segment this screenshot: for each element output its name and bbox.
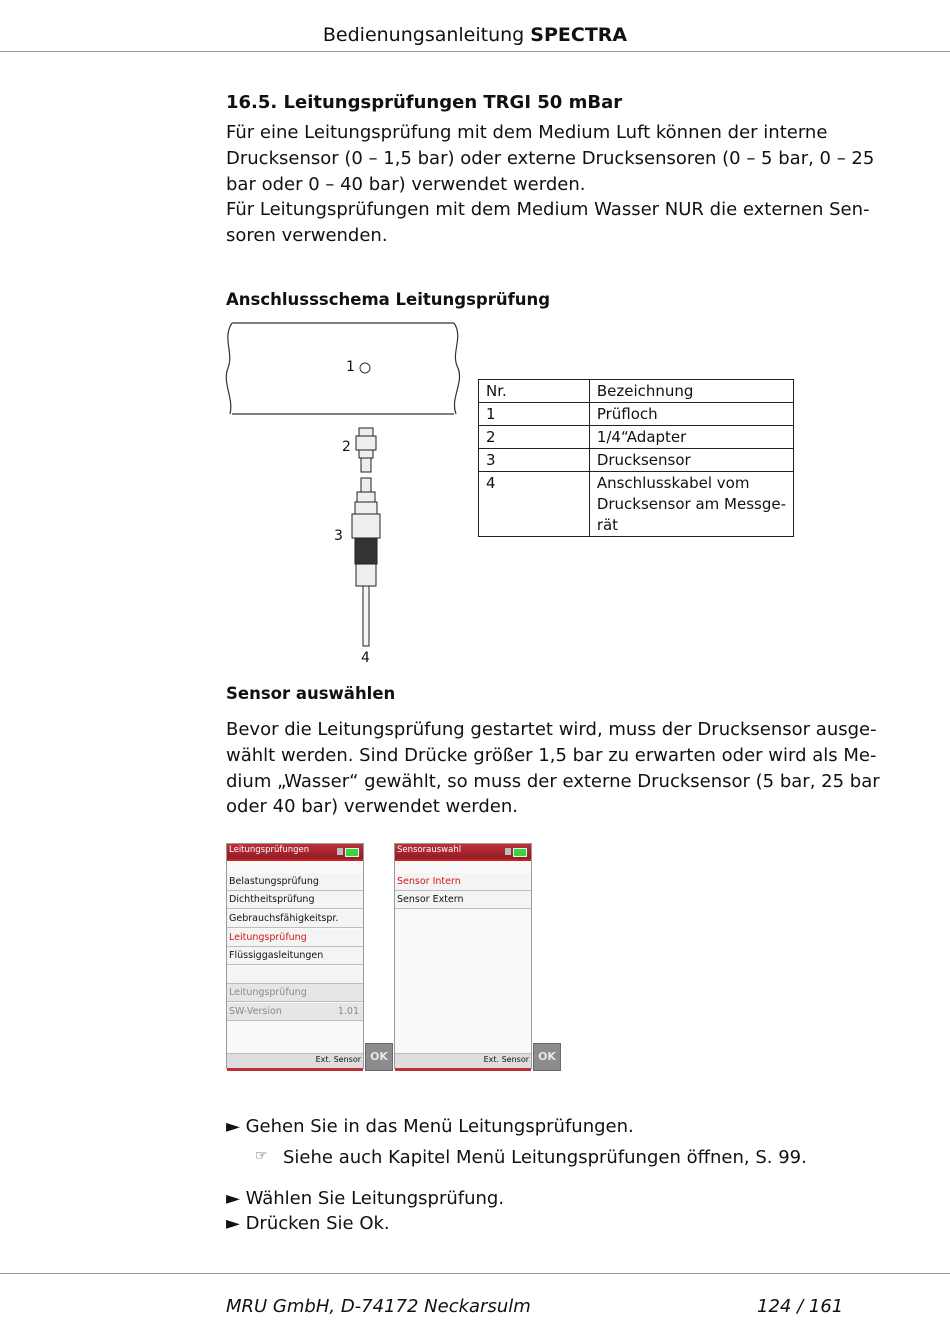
lock-icon — [505, 848, 511, 855]
table-cell-nr: 1 — [479, 403, 590, 426]
menu-item-leitungspruefung[interactable]: Leitungsprüfung — [227, 929, 363, 947]
sensor-heading: Sensor auswählen — [226, 684, 396, 703]
sensor-line: wählt werden. Sind Drücke größer 1,5 bar zu erwarten oder wird als Me- — [226, 744, 877, 766]
intro-line: Drucksensor (0 – 1,5 bar) oder externe Drucksensoren (0 – 5 bar, 0 – 25 — [226, 147, 875, 169]
table-row — [479, 449, 794, 472]
screen-titlebar — [395, 844, 531, 859]
step-2: ► Wählen Sie Leitungsprüfung. — [226, 1188, 505, 1209]
intro-paragraph — [226, 120, 875, 249]
adapter-drawing — [356, 428, 376, 472]
screen-titlebar — [227, 844, 363, 859]
table-header-row — [479, 380, 794, 403]
diagram-label-3: 3 — [334, 528, 343, 544]
menu-item-sensor-extern[interactable]: Sensor Extern — [395, 891, 531, 909]
table-row — [479, 426, 794, 449]
screen-title: Leitungsprüfungen — [229, 845, 310, 855]
table-cell-nr: 2 — [479, 426, 590, 449]
diagram-label-1: 1 — [346, 359, 355, 375]
title-underline — [227, 859, 363, 861]
info-title: Leitungsprüfung — [227, 984, 363, 1002]
intro-line: Für eine Leitungsprüfung mit dem Medium Luft können der interne — [226, 122, 828, 143]
table-cell-nr: 4 — [479, 472, 590, 537]
footer-rule — [0, 1273, 950, 1274]
ok-button[interactable]: OK — [365, 1043, 393, 1071]
table-row — [479, 472, 794, 537]
screen-title: Sensorauswahl — [397, 845, 462, 855]
softkey-bar — [227, 1053, 363, 1068]
header-rule — [0, 51, 950, 52]
step-1: ► Gehen Sie in das Menü Leitungsprüfungen. — [226, 1116, 634, 1137]
pointing-hand-icon: ☞ — [255, 1148, 268, 1164]
device-screen-sensorauswahl — [394, 843, 532, 1069]
menu-item-dichtheitspruefung[interactable]: Dichtheitsprüfung — [227, 891, 363, 909]
softkey-bar — [395, 1053, 531, 1068]
title-underline — [395, 859, 531, 861]
sensor-line: Bevor die Leitungsprüfung gestartet wird, muss der Drucksensor ausge- — [226, 719, 877, 740]
sensor-drawing — [352, 478, 380, 586]
cable-drawing — [363, 586, 369, 646]
table-header-bezeichnung: Bezeichnung — [589, 380, 793, 403]
footer-page-number: 124 / 161 — [757, 1296, 844, 1317]
header-title-brand: SPECTRA — [530, 24, 628, 46]
section-heading: 16.5. Leitungsprüfungen TRGI 50 mBar — [226, 92, 623, 113]
pipe-drawing — [226, 323, 459, 414]
info-version-row — [227, 1003, 363, 1021]
sensor-line: dium „Wasser“ gewählt, so muss der externe Drucksensor (5 bar, 25 bar — [226, 770, 880, 792]
table-header-nr: Nr. — [479, 380, 590, 403]
menu-item-gebrauchsfaehigkeit[interactable]: Gebrauchsfähigkeitspr. — [227, 910, 363, 928]
menu-item-empty — [227, 966, 363, 984]
battery-icon — [345, 848, 359, 857]
battery-icon — [513, 848, 527, 857]
version-label: SW-Version — [229, 1006, 282, 1017]
intro-line: bar oder 0 – 40 bar) verwendet werden. — [226, 173, 586, 195]
intro-line: Für Leitungsprüfungen mit dem Medium Wasser NUR die externen Sen- — [226, 199, 870, 221]
step-3: ► Drücken Sie Ok. — [226, 1213, 390, 1234]
lock-icon — [337, 848, 343, 855]
diagram-label-2: 2 — [342, 439, 351, 455]
ok-button[interactable]: OK — [533, 1043, 561, 1071]
table-cell-bezeichnung: 1/4“Adapter — [589, 426, 793, 449]
table-cell-bezeichnung: Anschlusskabel vom Drucksensor am Messge- rät — [589, 472, 793, 537]
menu-item-belastungspruefung[interactable]: Belastungsprüfung — [227, 873, 363, 891]
version-value: 1.01 — [337, 1006, 359, 1017]
test-hole — [360, 363, 370, 373]
table-cell-nr: 3 — [479, 449, 590, 472]
menu-item-fluessiggasleitungen[interactable]: Flüssiggasleitungen — [227, 947, 363, 965]
sensor-paragraph — [226, 717, 880, 820]
table-row — [479, 403, 794, 426]
intro-line: soren verwenden. — [226, 225, 388, 247]
legend-table — [478, 379, 794, 537]
softkey-ext-sensor[interactable]: Ext. Sensor — [315, 1055, 361, 1064]
header-title-prefix: Bedienungsanleitung — [322, 24, 525, 46]
menu-item-sensor-intern[interactable]: Sensor Intern — [395, 873, 531, 891]
footer-company: MRU GmbH, D-74172 Neckarsulm — [226, 1296, 531, 1317]
bottom-accent — [227, 1068, 363, 1071]
step-reference: Siehe auch Kapitel Menü Leitungsprüfungen öffnen, S. 99. — [283, 1147, 807, 1168]
softkey-ext-sensor[interactable]: Ext. Sensor — [483, 1055, 529, 1064]
table-cell-bezeichnung: Prüfloch — [589, 403, 793, 426]
device-screen-leitungspruefungen — [226, 843, 364, 1069]
table-cell-bezeichnung: Drucksensor — [589, 449, 793, 472]
bottom-accent — [395, 1068, 531, 1071]
diagram-label-4: 4 — [361, 650, 370, 666]
schema-heading: Anschlussschema Leitungsprüfung — [226, 290, 551, 309]
sensor-line: oder 40 bar) verwendet werden. — [226, 796, 518, 818]
page-header — [0, 24, 950, 46]
